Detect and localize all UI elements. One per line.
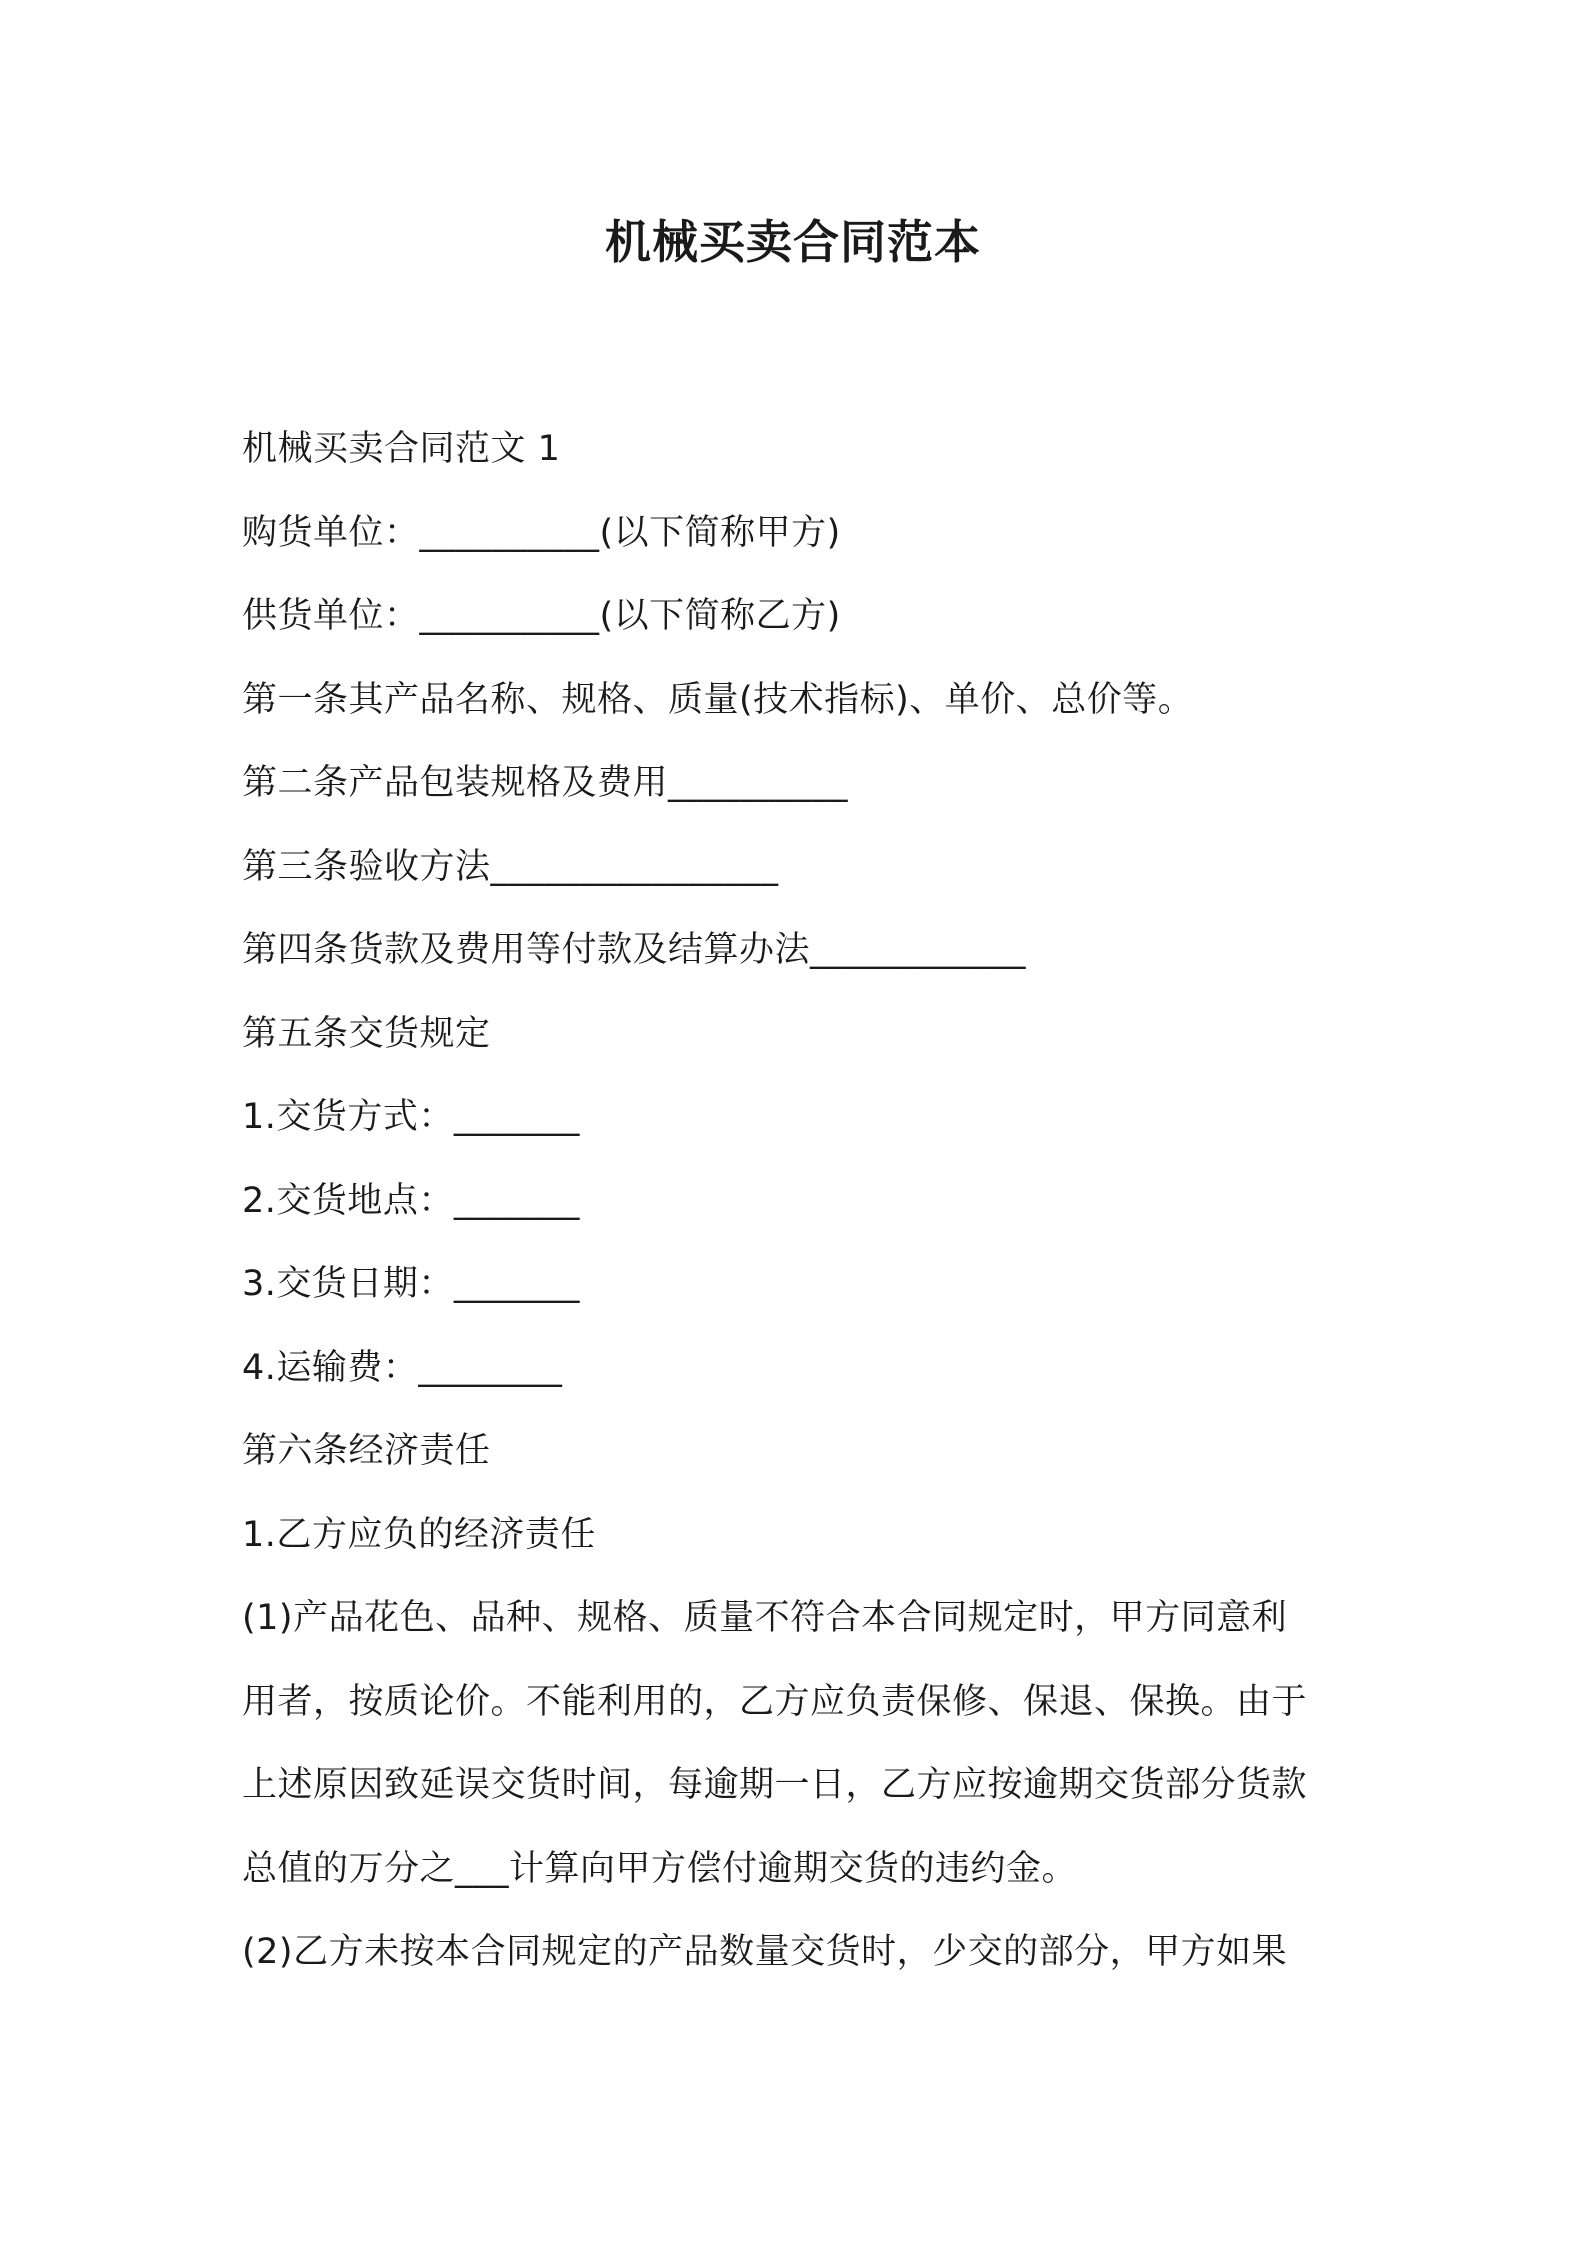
section-heading: 机械买卖合同范文 1 xyxy=(242,429,561,469)
article-3: 第三条验收方法________________ xyxy=(242,846,779,887)
document-body xyxy=(242,408,1362,1995)
paragraph-line: 总值的万分之___计算向甲方偿付逾期交货的违约金。 xyxy=(242,1848,1078,1889)
paragraph-line: (1)产品花色、品种、规格、质量不符合本合同规定时，甲方同意利 xyxy=(242,1598,1288,1638)
article-1: 第一条其产品名称、规格、质量(技术指标)、单价、总价等。 xyxy=(242,679,1194,720)
buyer-unit-line: 购货单位：__________(以下简称甲方) xyxy=(242,512,841,553)
article-2: 第二条产品包装规格及费用__________ xyxy=(242,763,849,803)
liability-heading: 1.乙方应负的经济责任 xyxy=(242,1514,596,1555)
paragraph-line: 用者，按质论价。不能利用的，乙方应负责保修、保退、保换。由于 xyxy=(242,1681,1308,1722)
article-5: 第五条交货规定 xyxy=(242,1013,491,1054)
paragraph-line: (2)乙方未按本合同规定的产品数量交货时，少交的部分，甲方如果 xyxy=(242,1932,1288,1972)
supplier-unit-line: 供货单位：__________(以下简称乙方) xyxy=(242,596,841,636)
article-6: 第六条经济责任 xyxy=(242,1431,491,1471)
article-4: 第四条货款及费用等付款及结算办法____________ xyxy=(242,930,1027,970)
paragraph-line: 上述原因致延误交货时间，每逾期一日，乙方应按逾期交货部分货款 xyxy=(242,1765,1308,1805)
delivery-method: 1.交货方式：_______ xyxy=(242,1097,580,1137)
delivery-location: 2.交货地点：_______ xyxy=(242,1180,580,1221)
transport-fee: 4.运输费：________ xyxy=(242,1347,563,1388)
delivery-date: 3.交货日期：_______ xyxy=(242,1264,580,1304)
document-title: 机械买卖合同范本 xyxy=(605,215,981,269)
